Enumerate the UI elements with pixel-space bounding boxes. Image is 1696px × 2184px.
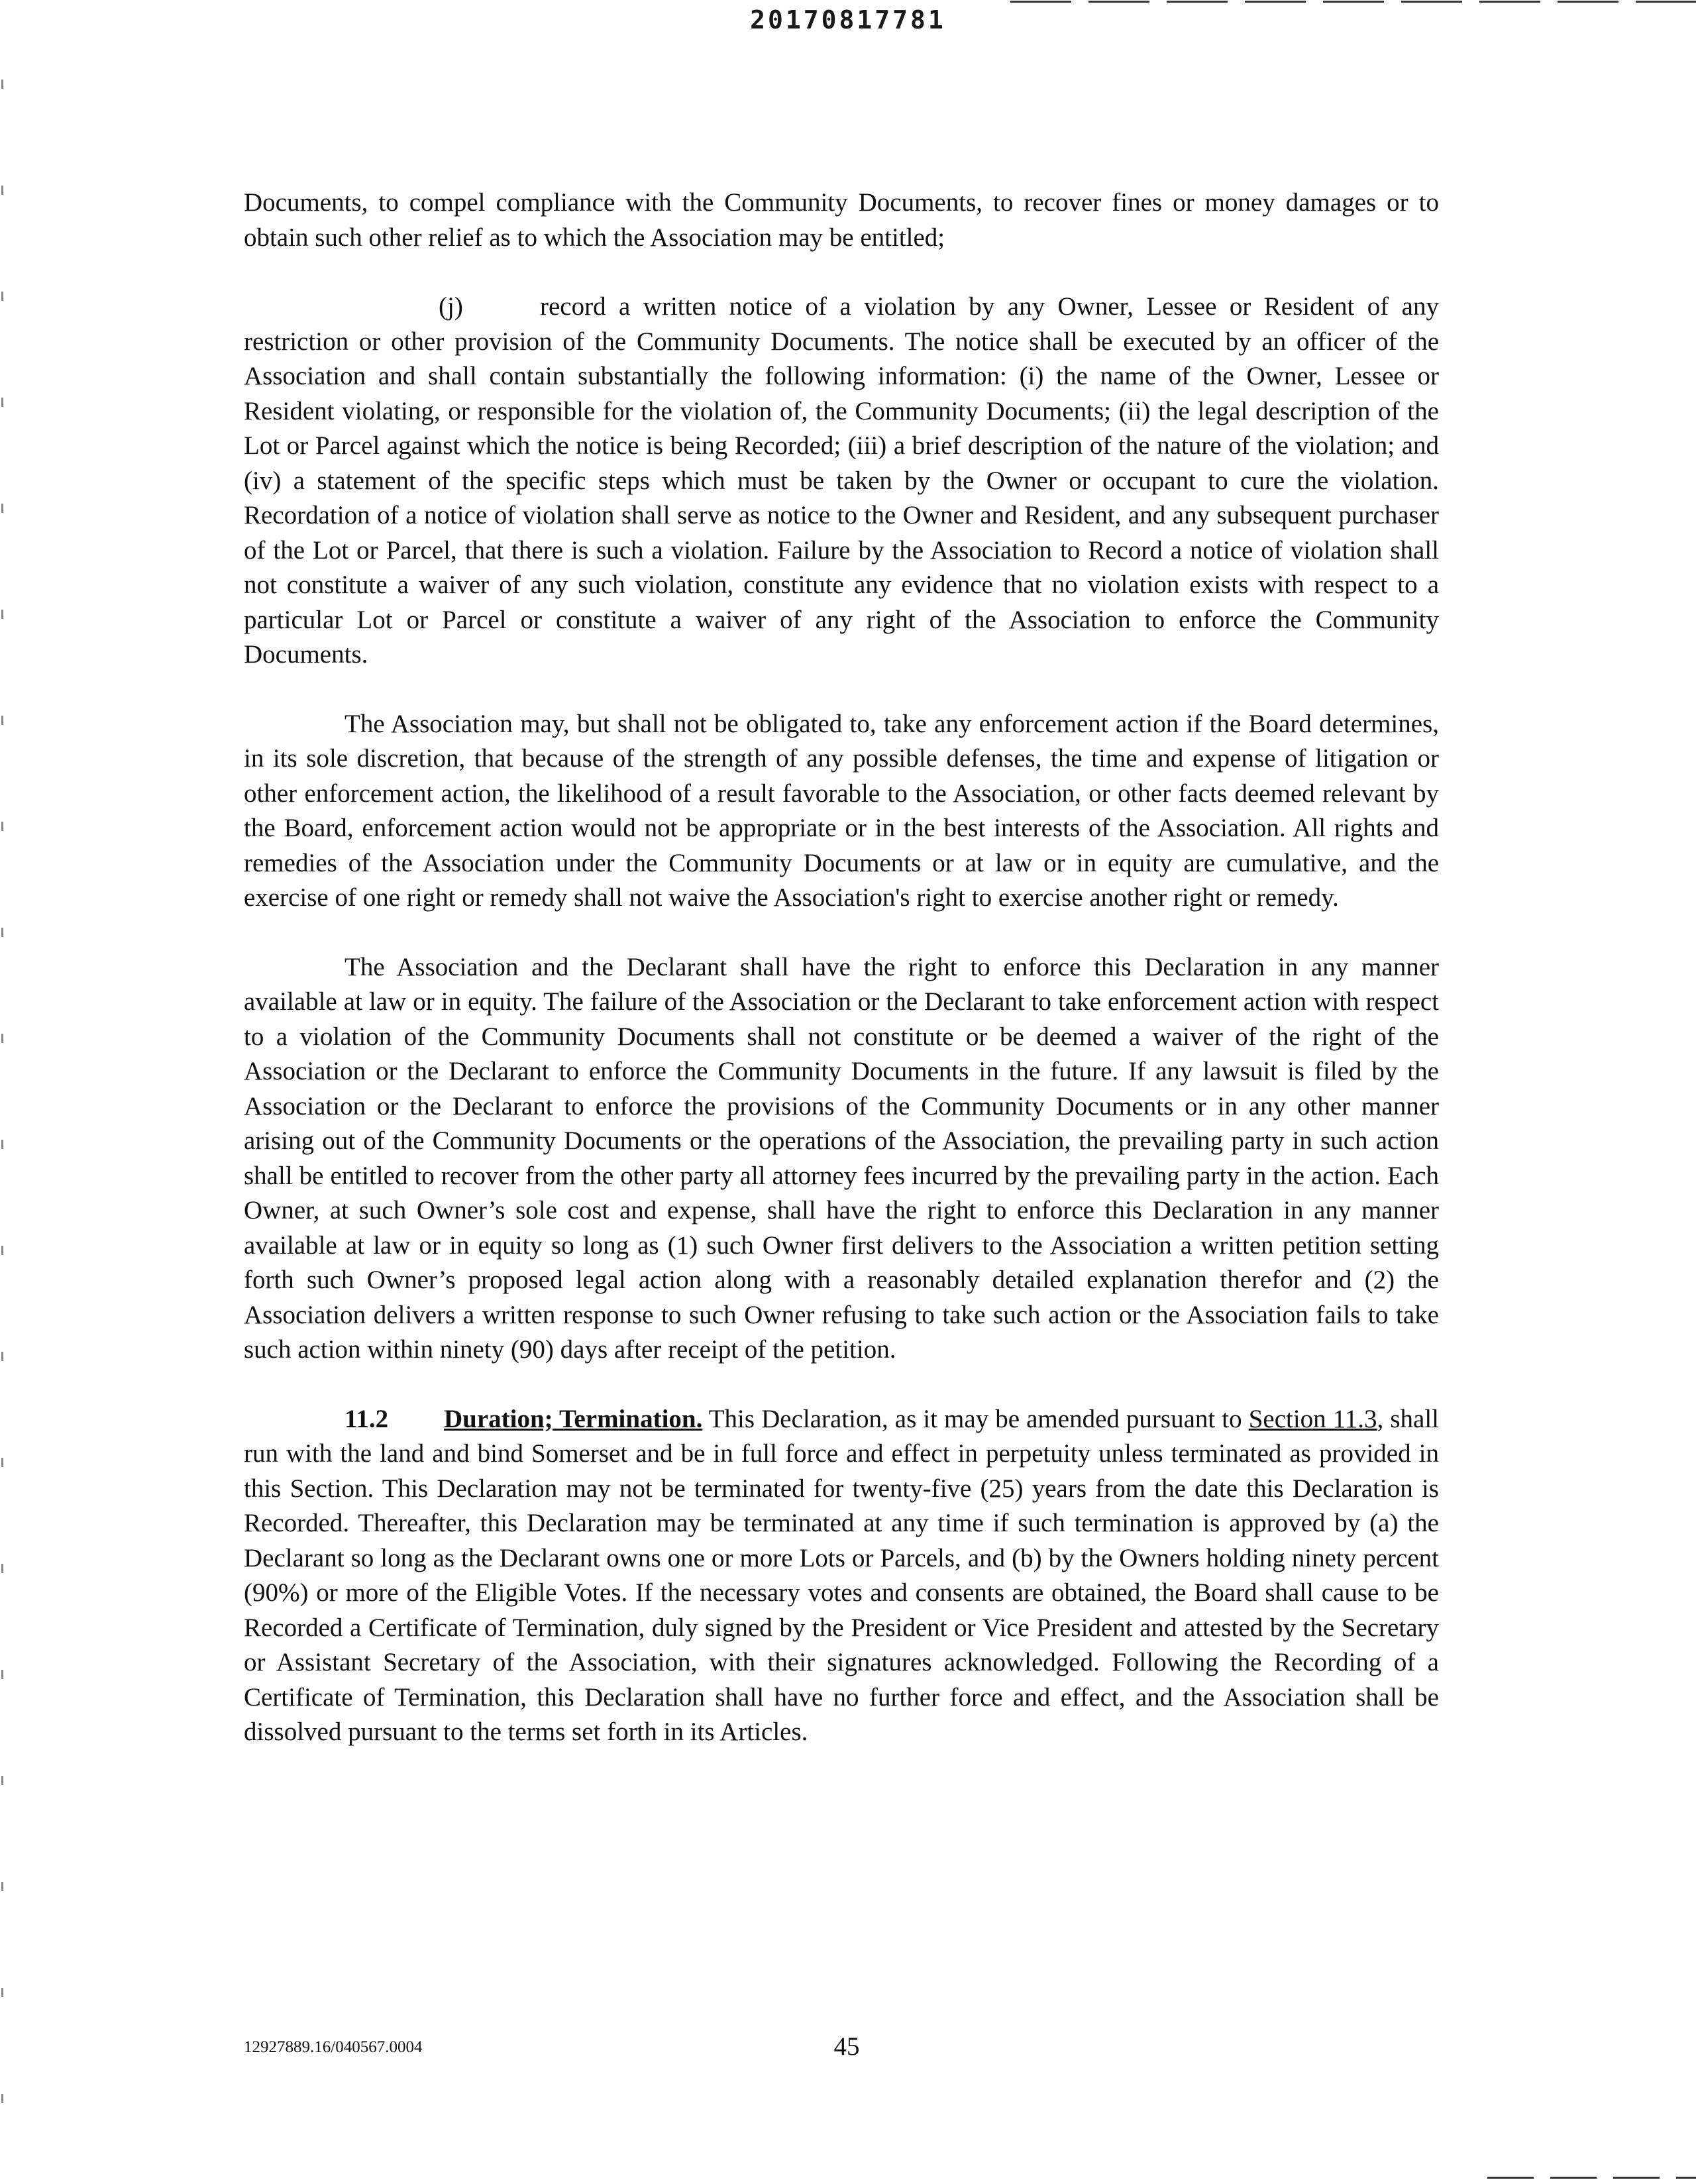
section-text-b: , shall run with the land and bind Somerset and be in full force and effect in perpetuity unless terminated as provided in this Section. This Declaration may not be terminated for twenty-five (25) years from the date this Declaration is Recorded. Thereafter, this Declaration may be terminated at any time if such termination is approved by (a) the Declarant so long as the Declarant owns one or more Lots or Parcels, and (b) by the Owners holding ninety percent (90%) or more of the Eligible Votes. If the necessary votes and consents are obtained, the Board shall cause to be Recorded a Certificate of Termination, duly signed by the President or Vice President and attested by the Secretary or Assistant Secretary of the Association, with their signatures acknowledged. Following the Recording of a Certificate of Termination, this Declaration shall have no further force and effect, and the Association shall be dissolved pursuant to the terms set forth in its Articles.	[244, 1404, 1440, 1746]
paragraph-right-to-enforce: The Association and the Declarant shall have the right to enforce this Declaration in any manner available at law or in equity. The failure of the Association or the Declarant to take enforcement action with respect to a violation of the Community Documents shall not constitute or be deemed a waiver of the right of the Association or the Declarant to enforce the Community Documents in the future. If any lawsuit is filed by the Association or the Declarant to enforce the provisions of the Community Documents or in any other manner arising out of the Community Documents or the operations of the Association, the prevailing party in such action shall be entitled to recover from the other party all attorney fees incurred by the prevailing party in the action. Each Owner, at such Owner’s sole cost and expense, shall have the right to enforce this Declaration in any manner available at law or in equity so long as (1) such Owner first delivers to the Association a written petition setting forth such Owner’s proposed legal action along with a reasonably detailed explanation therefor and (2) the Association delivers a written response to such Owner refusing to take such action or the Association fails to take such action within ninety (90) days after receipt of the petition.	[244, 952, 1439, 1364]
footer-document-id: 12927889.16/040567.0004	[244, 2038, 423, 2056]
list-item-j-text: record a written notice of a violation by any Owner, Lessee or Resident of any restriction or other provision of the Community Documents. The notice shall be executed by an officer of the Association and shall contain substantially the following information: (i) the name of the Owner, Lessee or Resident violating, or responsible for the violation of, the Community Documents; (ii) the legal description of the Lot or Parcel against which the notice is being Recorded; (iii) a brief description of the nature of the violation; and (iv) a statement of the specific steps which must be taken by the Owner or occupant to cure the violation. Recordation of a notice of violation shall serve as notice to the Owner and Resident, and any subsequent purchaser of the Lot or Parcel, that there is such a violation. Failure by the Association to Record a notice of violation shall not constitute a waiver of any such violation, constitute any evidence that no violation exists with respect to a particular Lot or Parcel or constitute a waiver of any right of the Association to enforce the Community Documents.	[244, 292, 1439, 669]
paragraph-continuation: Documents, to compel compliance with the Community Documents, to recover fines or money damages or to obtain such other relief as to which the Association may be entitled;	[244, 188, 1439, 252]
list-marker-j: (j)	[439, 292, 463, 321]
list-item-j	[244, 290, 1439, 673]
page-number: 45	[833, 2032, 860, 2061]
section-text-a: This Declaration, as it may be amended pursuant to	[708, 1404, 1242, 1433]
section-11-2	[244, 1402, 1439, 1750]
recording-number: 20170817781	[750, 5, 946, 34]
section-number: 11.2	[344, 1404, 389, 1433]
scan-edge-dashes-top	[1010, 1, 1696, 3]
scan-edge-marks-left	[1, 80, 3, 2134]
paragraph-enforcement-discretion: The Association may, but shall not be obligated to, take any enforcement action if the Board determines, in its sole discretion, that because of the strength of any possible defenses, the time and expense of litigation or other enforcement action, the likelihood of a result favorable to the Association, or other facts deemed relevant by the Board, enforcement action would not be appropriate or in the best interests of the Association. All rights and remedies of the Association under the Community Documents or at law or in equity are cumulative, and the exercise of one right or remedy shall not waive the Association's right to exercise another right or remedy.	[244, 709, 1439, 912]
section-reference: Section 11.3	[1248, 1404, 1377, 1433]
scan-edge-dashes-bottom	[1487, 2177, 1696, 2179]
section-heading: Duration; Termination.	[444, 1404, 703, 1433]
document-body	[244, 186, 1439, 1784]
